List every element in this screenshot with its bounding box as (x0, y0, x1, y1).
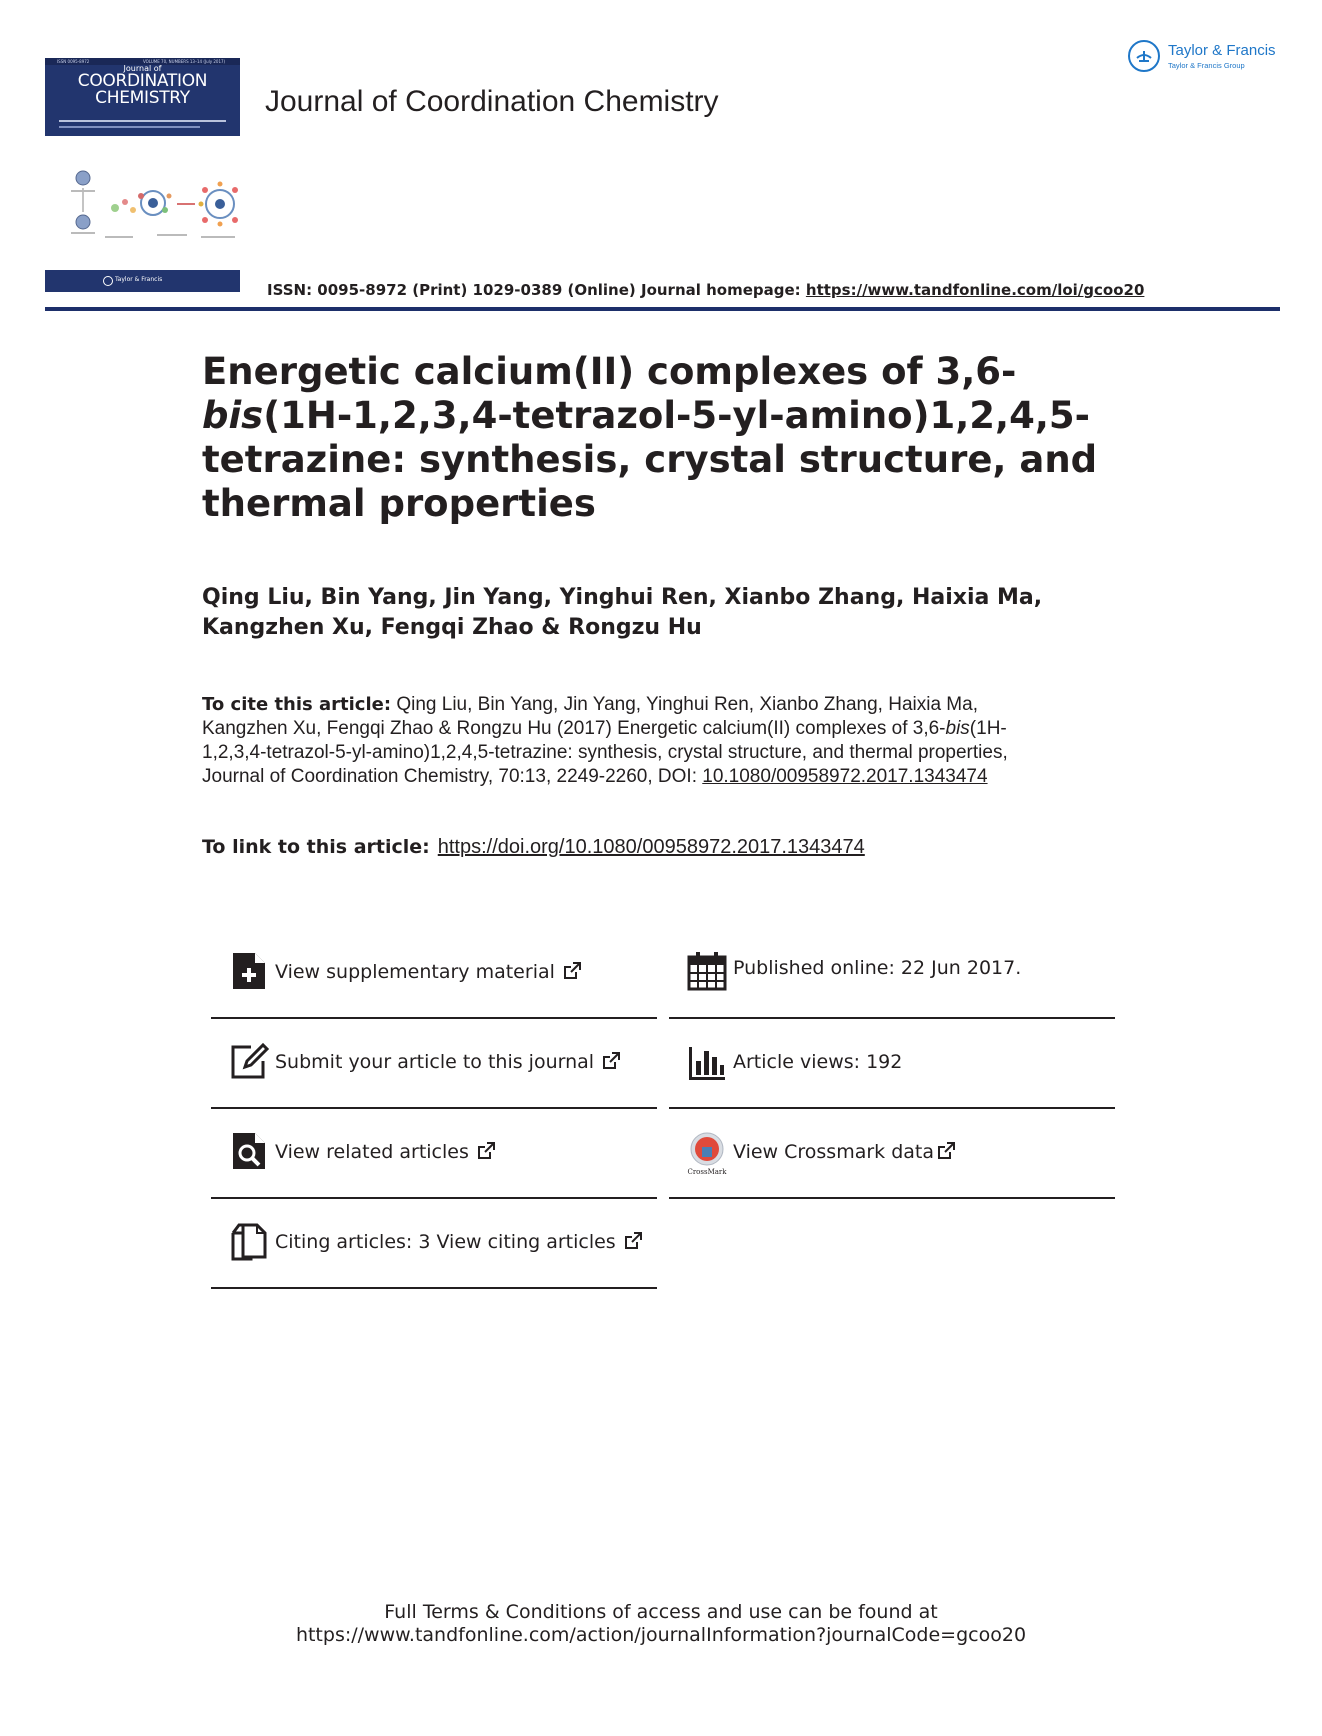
cover-editor-line (59, 120, 226, 122)
edit-icon (229, 1041, 269, 1081)
cover-title-line2: CHEMISTRY (95, 88, 190, 108)
cover-publisher-name: Taylor & Francis (115, 276, 163, 283)
related-articles-label: View related articles (275, 1141, 469, 1163)
article-link-line (202, 836, 865, 859)
article-views-item (669, 1019, 1115, 1109)
cover-volume: VOLUME 70, NUMBERS 13–14 (July 2017) (143, 59, 226, 64)
document-plus-icon (229, 951, 269, 991)
submit-article-item[interactable] (211, 1019, 657, 1109)
citing-articles-label: Citing articles: 3 View citing articles (275, 1231, 616, 1253)
issn-line (267, 281, 1144, 299)
published-online-label: Published online: 22 Jun 2017. (733, 957, 1022, 979)
journal-homepage-link[interactable]: https://www.tandfonline.com/loi/gcoo20 (805, 281, 1145, 299)
article-authors: Qing Liu, Bin Yang, Jin Yang, Yinghui Ren, Xianbo Zhang, Haixia Ma, Kangzhen Xu, Fengqi Zhao & Rongzu Hu (202, 585, 1043, 640)
cover-title-line1: COORDINATION (77, 71, 208, 91)
related-articles-item[interactable] (211, 1109, 657, 1199)
citing-articles-item[interactable] (211, 1199, 657, 1289)
external-link-icon (477, 1142, 495, 1160)
terms-url[interactable]: https://www.tandfonline.com/action/journalInformation?journalCode=gcoo20 (295, 1624, 1027, 1646)
supplementary-material-label: View supplementary material (275, 961, 555, 983)
cover-editor-line (59, 126, 200, 128)
terms-line: Full Terms & Conditions of access and use can be found at (384, 1601, 938, 1623)
article-link-label: To link to this article: (202, 836, 430, 858)
article-title-part: (1H-1,2,3,4-tetrazol-5-yl-amino)1,2,4,5-tetrazine: synthesis, crystal structure, and thermal properties (202, 394, 1098, 525)
cover-publisher-logo-icon (103, 276, 113, 286)
external-link-icon (602, 1052, 620, 1070)
external-link-icon (937, 1142, 955, 1160)
submit-article-label: Submit your article to this journal (275, 1051, 595, 1073)
cover-journal-of: Journal of (123, 64, 162, 73)
publisher-name: Taylor & Francis (1168, 42, 1276, 59)
article-title-part: Energetic calcium(II) complexes of 3,6- (202, 350, 1017, 393)
crossmark-icon (687, 1131, 727, 1175)
cover-publisher-strip (45, 270, 240, 292)
supplementary-material-item[interactable] (211, 929, 657, 1019)
cover-molecule-illustration (45, 160, 240, 250)
article-title (202, 350, 1132, 526)
external-link-icon (563, 962, 581, 980)
article-title-italic: bis (202, 394, 264, 437)
crossmark-item[interactable] (669, 1109, 1115, 1199)
calendar-icon (687, 951, 727, 991)
bar-chart-icon (687, 1041, 727, 1081)
published-online-item (669, 929, 1115, 1019)
citation-italic: bis (945, 718, 970, 739)
header-divider (45, 307, 1280, 311)
publisher-logo[interactable] (1128, 40, 1288, 78)
article-doi-link[interactable]: https://doi.org/10.1080/00958972.2017.1343474 (437, 836, 865, 858)
external-link-icon (624, 1232, 642, 1250)
publisher-group: Taylor & Francis Group (1168, 61, 1245, 70)
citation-doi-link[interactable]: 10.1080/00958972.2017.1343474 (702, 766, 988, 787)
document-search-icon (229, 1131, 269, 1171)
crossmark-logo-text: CrossMark (687, 1168, 727, 1175)
citation-text: (1H-1,2,3,4-tetrazol-5-yl-amino)1,2,4,5-tetrazine: synthesis, crystal structure, and thermal properties, Journal of Coordination Chemistry, 70:13, 2249-2260, DOI: (202, 718, 1008, 787)
journal-cover (45, 58, 240, 136)
publisher-logo-icon (1128, 40, 1160, 72)
citation-text: Qing Liu, Bin Yang, Jin Yang, Yinghui Ren, Xianbo Zhang, Haixia Ma, Kangzhen Xu, Fengqi Zhao & Rongzu Hu (2017) Energetic calcium(II) complexes of 3,6- (202, 694, 978, 739)
cover-issn: ISSN 0095-8972 (57, 59, 90, 64)
crossmark-label: View Crossmark data (733, 1141, 935, 1163)
issn-text: ISSN: 0095-8972 (Print) 1029-0389 (Online) Journal homepage: (267, 281, 806, 299)
journal-title: Journal of Coordination Chemistry (265, 85, 719, 118)
citation-label: To cite this article: (202, 694, 392, 715)
citation-block (202, 693, 1022, 789)
terms-footer (0, 1601, 1322, 1647)
article-views-label: Article views: 192 (733, 1051, 903, 1073)
copy-documents-icon (229, 1221, 269, 1261)
